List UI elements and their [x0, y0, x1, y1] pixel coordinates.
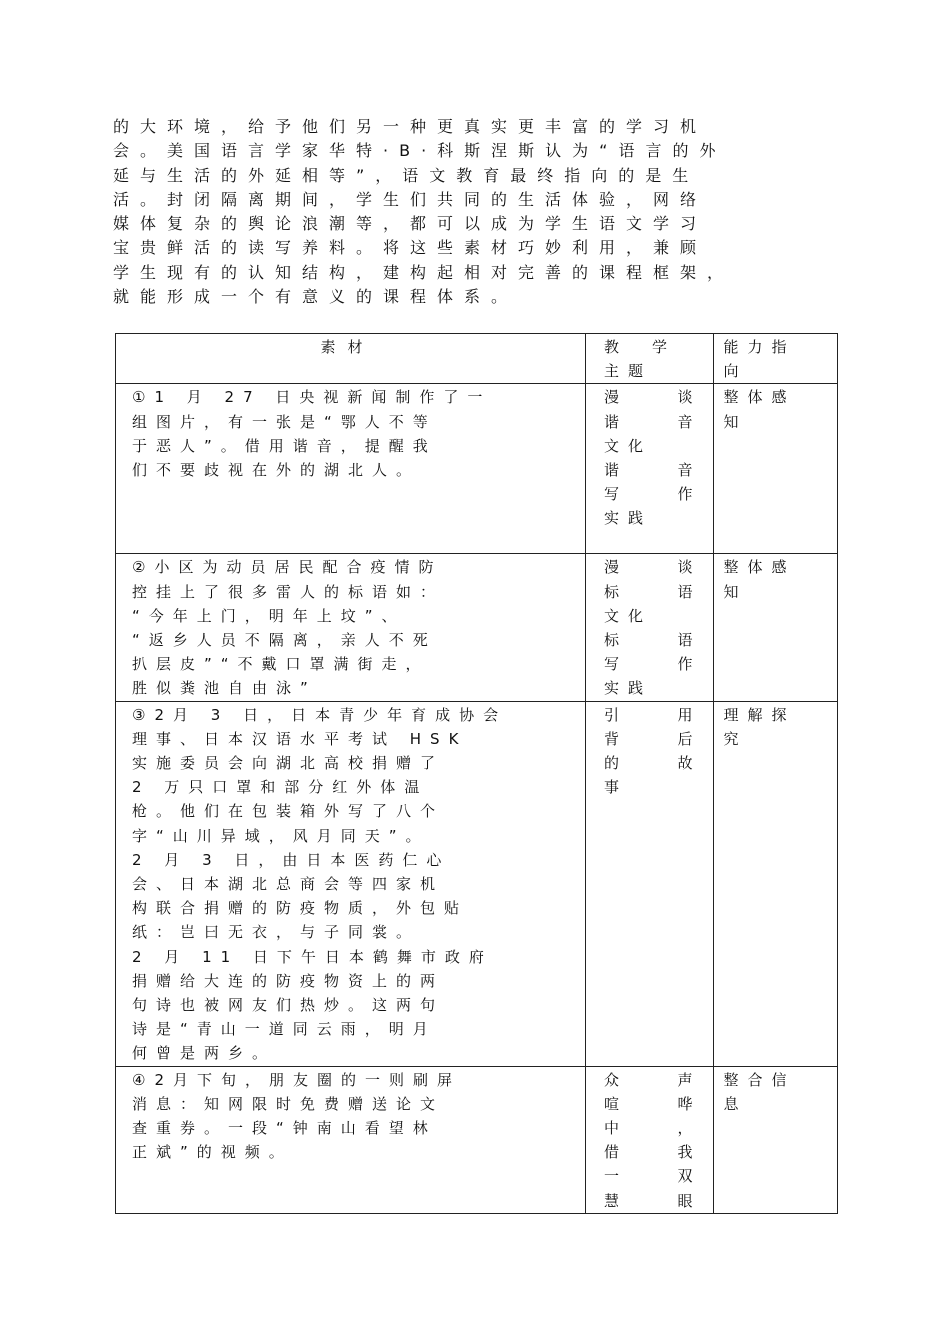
material-line: 句诗也被网友们热炒。这两句: [132, 996, 445, 1015]
intro-paragraph: [113, 115, 848, 309]
theme-line: [604, 410, 707, 434]
theme-char: 标: [604, 631, 629, 650]
material-line: 何曾是两乡。: [132, 1044, 277, 1063]
material-line: ④2月下旬，朋友圈的一则刷屏: [132, 1070, 461, 1089]
theme-char: 文化: [604, 436, 653, 455]
theme-char: 谐: [604, 461, 629, 480]
theme-line: [604, 1068, 707, 1092]
material-line: 构联合捐赠的防疫物质，外包贴: [132, 899, 469, 918]
intro-line: 就能形成一个有意义的课程体系。: [113, 287, 519, 307]
ability-line: 知: [723, 412, 748, 431]
intro-line: 的大环境，给予他们另一种更真实更丰富的学习机: [113, 117, 708, 136]
header-theme: 教 学 主题: [586, 334, 714, 384]
material-line: 控挂上了很多雷人的标语如：: [132, 582, 445, 601]
theme-line: [604, 604, 707, 628]
material-line: 们不要歧视在外的湖北人。: [132, 461, 421, 480]
theme-cell: [586, 1066, 714, 1213]
header-ability: 能力指 向: [713, 334, 837, 384]
table-header-row: [116, 334, 838, 384]
theme-line: [604, 458, 707, 482]
ability-line: 整合信: [723, 1070, 796, 1089]
material-line: 纸：岂曰无衣，与子同裳。: [132, 923, 421, 942]
theme-line: [604, 1164, 707, 1188]
theme-char: 一: [604, 1167, 629, 1186]
ability-line: 知: [723, 582, 748, 601]
material-line: 诗是“青山一道同云雨，明月: [132, 1020, 437, 1039]
theme-char: 后: [677, 729, 693, 748]
theme-char: 哗: [677, 1094, 693, 1113]
theme-line: [604, 676, 707, 700]
intro-line: 会。美国语言学家华特·B·科斯涅斯认为“语言的外: [113, 141, 727, 161]
ability-cell: [713, 384, 837, 554]
theme-char: 写: [604, 485, 629, 504]
theme-char: 的: [604, 754, 629, 773]
material-line: 枪。他们在包装箱外写了八个: [132, 802, 445, 821]
theme-char: 实践: [604, 509, 653, 528]
material-line: 胜似粪池自由泳”: [132, 679, 317, 698]
theme-char: 语: [677, 631, 693, 650]
theme-line: [604, 1116, 707, 1140]
theme-char: 文化: [604, 606, 653, 625]
theme-char: 音: [677, 412, 693, 431]
intro-line: 媒体复杂的舆论浪潮等，都可以成为学生语文学习: [113, 214, 708, 234]
material-line: 组图片，有一张是“鄂人不等: [132, 412, 437, 431]
material-cell: [116, 701, 586, 1066]
material-line: 于恶人”。借用谐音，提醒我: [132, 436, 437, 455]
theme-char: 我: [677, 1143, 693, 1162]
theme-line: [604, 628, 707, 652]
theme-char: 喧: [604, 1094, 629, 1113]
theme-line: [604, 751, 707, 775]
theme-char: 引: [604, 705, 629, 724]
theme-char: 中: [604, 1119, 629, 1138]
theme-line: [604, 580, 707, 604]
material-line: “今年上门，明年上坟”、: [132, 606, 406, 625]
ability-cell: [713, 554, 837, 701]
material-line: 实施委员会向湖北高校捐赠了: [132, 754, 445, 773]
ability-line: 究: [723, 729, 748, 748]
ability-cell: [713, 701, 837, 1066]
theme-char: 语: [677, 582, 693, 601]
theme-char: 谈: [677, 388, 693, 407]
theme-line: [604, 1189, 707, 1213]
theme-line: [604, 703, 707, 727]
theme-cell: [586, 384, 714, 554]
theme-cell: [586, 701, 714, 1066]
theme-line: [604, 1092, 707, 1116]
theme-char: 用: [677, 705, 693, 724]
material-line: 理事、日本汉语水平考试 HSK: [132, 729, 468, 748]
theme-char: 谐: [604, 412, 629, 431]
theme-char: 事: [604, 778, 629, 797]
theme-char: 实践: [604, 679, 653, 698]
material-line: ①1 月 27 日央视新闻制作了一: [132, 388, 492, 407]
material-cell: [116, 1066, 586, 1213]
material-line: 2 月 3 日，由日本医药仁心: [132, 850, 451, 869]
theme-char: 背: [604, 729, 629, 748]
material-line: “返乡人员不隔离，亲人不死: [132, 631, 437, 650]
material-line: 会、日本湖北总商会等四家机: [132, 875, 445, 894]
theme-char: 众: [604, 1070, 629, 1089]
theme-char: 谈: [677, 558, 693, 577]
material-line: 捐赠给大连的防疫物资上的两: [132, 971, 445, 990]
theme-char: 音: [677, 461, 693, 480]
material-cell: [116, 554, 586, 701]
material-line: 2 万只口罩和部分红外体温: [132, 778, 429, 797]
ability-line: 整体感: [723, 558, 796, 577]
material-line: 2 月 11 日下午日本鹤舞市政府: [132, 947, 493, 966]
material-line: 字“山川异域，风月同天”。: [132, 826, 430, 845]
theme-line: [604, 727, 707, 751]
theme-char: 故: [677, 754, 693, 773]
table-row: [116, 384, 838, 554]
ability-cell: [713, 1066, 837, 1213]
table-row: [116, 1066, 838, 1213]
intro-line: 活。封闭隔离期间，学生们共同的生活体验，网络: [113, 189, 708, 209]
theme-line: [604, 506, 707, 530]
intro-line: 学生现有的认知结构，建构起相对完善的课程框架，: [113, 262, 735, 282]
theme-line: [604, 434, 707, 458]
header-material: 素材: [116, 334, 586, 384]
ability-line: 整体感: [723, 388, 796, 407]
intro-line: 延与生活的外延相等”，语文教育最终指向的是生: [113, 165, 700, 185]
theme-char: 眼: [677, 1191, 693, 1210]
theme-line: [604, 482, 707, 506]
material-line: ③2月 3 日，日本青少年育成协会: [132, 705, 508, 724]
material-cell: [116, 384, 586, 554]
theme-char: 慧: [604, 1191, 629, 1210]
material-table: [115, 333, 838, 1214]
theme-char: 漫: [604, 558, 629, 577]
theme-char: 声: [677, 1070, 693, 1089]
ability-line: 理解探: [723, 705, 796, 724]
theme-char: ，: [677, 1119, 693, 1138]
theme-char: 漫: [604, 388, 629, 407]
table-row: [116, 554, 838, 701]
material-line: 查重券。一段“钟南山看望林: [132, 1119, 437, 1138]
theme-line: [604, 652, 707, 676]
theme-cell: [586, 554, 714, 701]
theme-char: 作: [677, 485, 693, 504]
table-row: [116, 701, 838, 1066]
theme-char: 写: [604, 655, 629, 674]
material-line: 扒层皮”“不戴口罩满街走，: [132, 655, 430, 674]
theme-char: 作: [677, 655, 693, 674]
theme-char: 标: [604, 582, 629, 601]
ability-line: 息: [723, 1094, 748, 1113]
theme-line: [604, 775, 707, 799]
theme-line: [604, 555, 707, 579]
theme-line: [604, 385, 707, 409]
material-line: 消息：知网限时免费赠送论文: [132, 1094, 445, 1113]
material-line: 正斌”的视频。: [132, 1143, 293, 1162]
theme-line: [604, 1140, 707, 1164]
material-line: ②小区为动员居民配合疫情防: [132, 558, 443, 577]
theme-char: 借: [604, 1143, 629, 1162]
intro-line: 宝贵鲜活的读写养料。将这些素材巧妙利用，兼顾: [113, 238, 708, 258]
theme-char: 双: [677, 1167, 693, 1186]
